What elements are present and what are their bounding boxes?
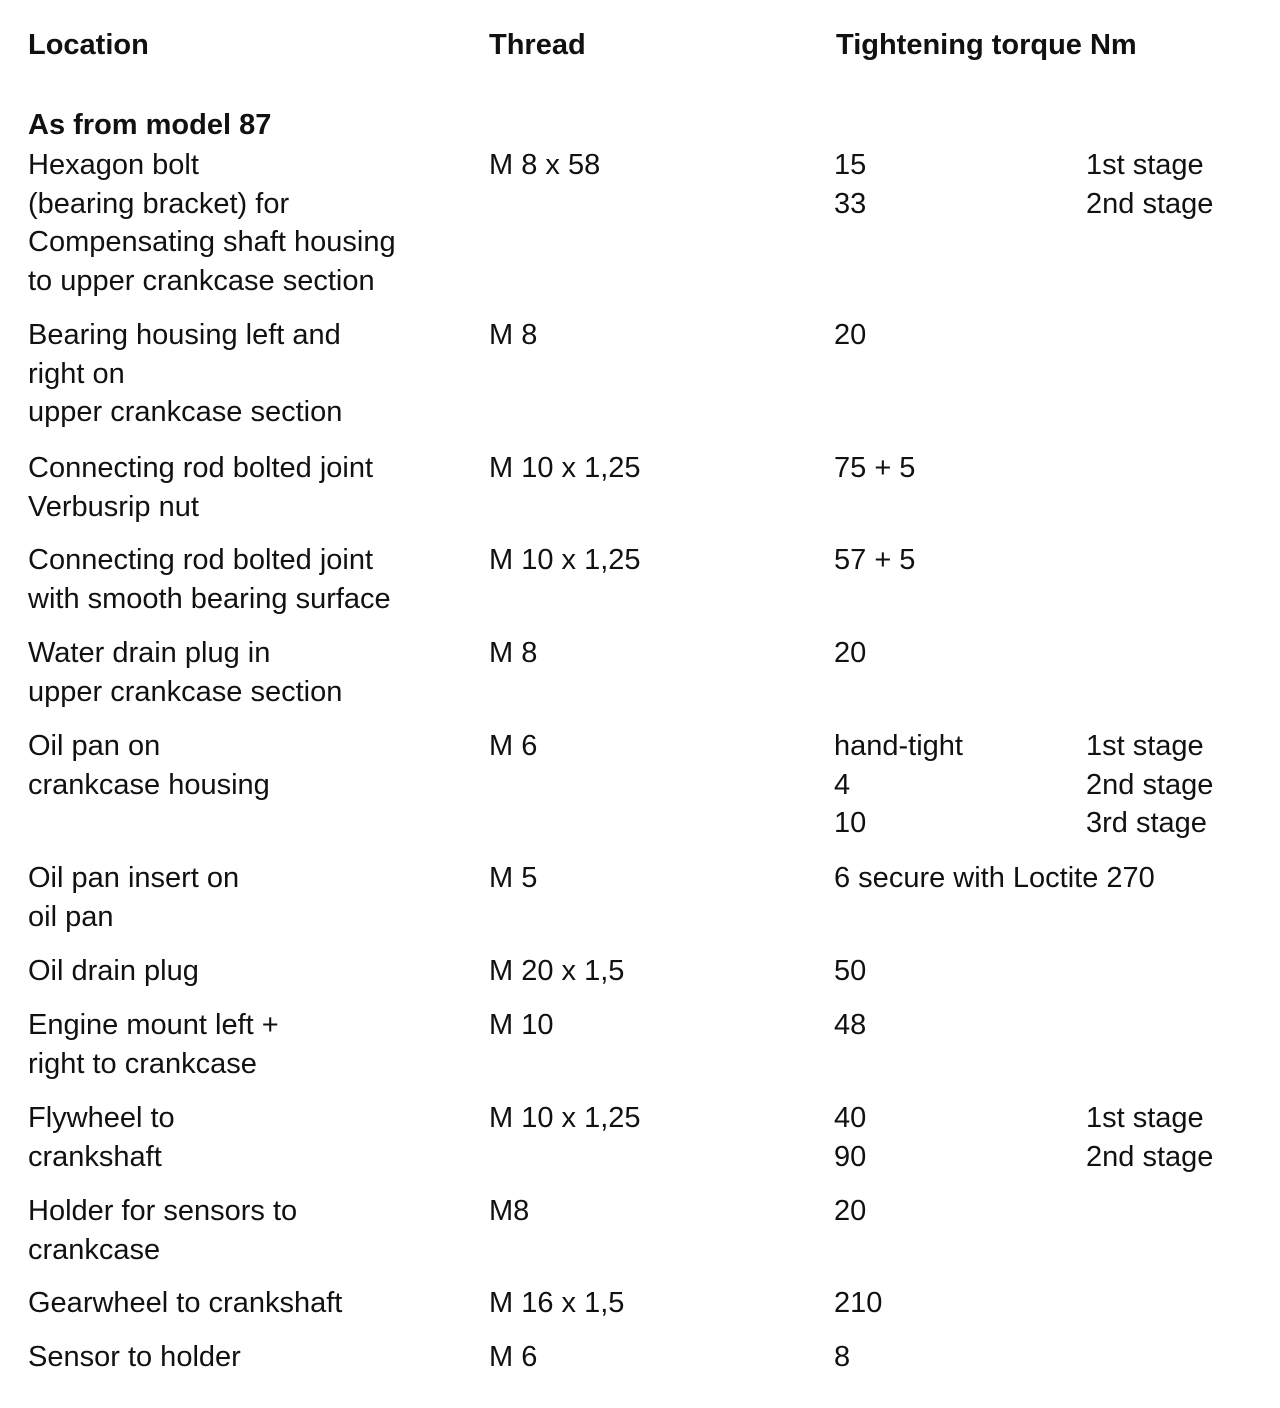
stage-cell-line: 2nd stage xyxy=(1086,768,1214,801)
torque-cell-line: 210 xyxy=(834,1287,883,1319)
location-cell-line: to upper crankcase section xyxy=(28,264,375,297)
torque-cell-line: 40 xyxy=(834,1102,867,1134)
torque-cell-line: 57 + 5 xyxy=(834,544,916,576)
torque-cell-line: 8 xyxy=(834,1341,851,1373)
header-torque: Tightening torque Nm xyxy=(836,29,1137,61)
location-cell xyxy=(28,1338,241,1377)
thread-cell xyxy=(489,952,624,991)
thread-cell xyxy=(489,1099,641,1138)
stage-cell-line: 1st stage xyxy=(1086,149,1204,181)
torque-cell-line: 15 xyxy=(834,149,867,181)
thread-cell-line: M 10 x 1,25 xyxy=(489,452,641,484)
torque-cell-line: 20 xyxy=(834,1195,867,1227)
location-cell-line: Oil drain plug xyxy=(28,955,199,987)
location-cell-line: Compensating shaft housing xyxy=(28,226,396,259)
torque-cell xyxy=(834,1006,866,1045)
location-cell xyxy=(28,859,239,936)
stage-cell-line: 2nd stage xyxy=(1086,187,1214,220)
location-cell xyxy=(28,1192,297,1269)
thread-cell xyxy=(489,634,537,673)
thread-cell-line: M 8 xyxy=(489,637,538,669)
location-cell-line: crankshaft xyxy=(28,1140,162,1173)
torque-cell xyxy=(834,1338,850,1377)
header-thread: Thread xyxy=(489,29,586,61)
thread-cell-line: M 16 x 1,5 xyxy=(489,1287,625,1319)
torque-cell-line: 20 xyxy=(834,319,867,351)
location-cell-line: right on xyxy=(28,357,125,390)
torque-cell xyxy=(834,1099,866,1176)
thread-cell-line: M 10 x 1,25 xyxy=(489,1102,641,1134)
header-location: Location xyxy=(28,29,149,61)
thread-cell xyxy=(489,727,537,766)
torque-cell xyxy=(834,727,963,843)
location-cell-line: (bearing bracket) for xyxy=(28,187,290,220)
stage-cell xyxy=(1086,146,1213,223)
torque-cell-line: 48 xyxy=(834,1009,867,1041)
torque-cell-line: 50 xyxy=(834,955,867,987)
torque-cell xyxy=(834,1192,866,1231)
thread-cell xyxy=(489,859,537,898)
torque-cell-line: 33 xyxy=(834,187,867,220)
thread-cell-line: M8 xyxy=(489,1195,530,1227)
location-cell xyxy=(28,316,342,432)
location-cell-line: oil pan xyxy=(28,900,114,933)
location-cell xyxy=(28,727,270,804)
thread-cell xyxy=(489,449,641,488)
torque-cell-line: 4 xyxy=(834,768,851,801)
torque-cell-line: 90 xyxy=(834,1140,867,1173)
torque-cell-line: hand-tight xyxy=(834,730,963,762)
thread-cell xyxy=(489,316,537,355)
torque-cell-line: 20 xyxy=(834,637,867,669)
torque-cell xyxy=(834,146,866,223)
thread-cell xyxy=(489,146,600,185)
location-cell xyxy=(28,952,199,991)
thread-cell xyxy=(489,1338,537,1377)
location-cell-line: Engine mount left + xyxy=(28,1009,279,1041)
thread-cell-line: M 20 x 1,5 xyxy=(489,955,625,987)
thread-cell xyxy=(489,1192,529,1231)
torque-cell-line: 10 xyxy=(834,807,867,840)
location-cell xyxy=(28,1006,279,1083)
location-cell-line: Connecting rod bolted joint xyxy=(28,544,374,576)
thread-cell-line: M 8 x 58 xyxy=(489,149,601,181)
location-cell-line: Holder for sensors to xyxy=(28,1195,298,1227)
torque-cell xyxy=(834,952,866,991)
location-cell-line: Sensor to holder xyxy=(28,1341,241,1373)
location-cell xyxy=(28,449,373,526)
location-cell-line: upper crankcase section xyxy=(28,675,343,708)
thread-cell-line: M 8 xyxy=(489,319,538,351)
stage-cell xyxy=(1086,727,1213,843)
torque-cell xyxy=(834,859,1155,898)
stage-cell-line: 3rd stage xyxy=(1086,807,1207,840)
location-cell-line: right to crankcase xyxy=(28,1047,257,1080)
location-cell xyxy=(28,634,342,711)
thread-cell-line: M 10 x 1,25 xyxy=(489,544,641,576)
thread-cell-line: M 6 xyxy=(489,1341,538,1373)
torque-cell xyxy=(834,541,915,580)
location-cell-line: upper crankcase section xyxy=(28,396,343,429)
location-cell-line: Bearing housing left and xyxy=(28,319,341,351)
location-cell xyxy=(28,1284,342,1323)
stage-cell-line: 1st stage xyxy=(1086,730,1204,762)
torque-cell xyxy=(834,634,866,673)
location-cell-line: Water drain plug in xyxy=(28,637,271,669)
thread-cell xyxy=(489,541,641,580)
location-cell xyxy=(28,541,391,618)
location-cell-line: crankcase housing xyxy=(28,768,270,801)
torque-cell xyxy=(834,1284,882,1323)
thread-cell xyxy=(489,1006,553,1045)
thread-cell-line: M 10 xyxy=(489,1009,554,1041)
location-cell-line: Hexagon bolt xyxy=(28,149,199,181)
torque-cell-line: 75 + 5 xyxy=(834,452,916,484)
torque-cell xyxy=(834,316,866,355)
location-cell-line: Oil pan on xyxy=(28,730,161,762)
torque-cell-line: 6 secure with Loctite 270 xyxy=(834,862,1155,894)
stage-cell xyxy=(1086,1099,1213,1176)
section-title: As from model 87 xyxy=(28,109,272,141)
location-cell xyxy=(28,1099,175,1176)
thread-cell-line: M 5 xyxy=(489,862,538,894)
torque-cell xyxy=(834,449,915,488)
location-cell-line: Gearwheel to crankshaft xyxy=(28,1287,343,1319)
location-cell xyxy=(28,146,396,300)
location-cell-line: crankcase xyxy=(28,1233,161,1266)
location-cell-line: Verbusrip nut xyxy=(28,490,199,523)
location-cell-line: with smooth bearing surface xyxy=(28,582,391,615)
location-cell-line: Flywheel to xyxy=(28,1102,175,1134)
thread-cell xyxy=(489,1284,624,1323)
stage-cell-line: 1st stage xyxy=(1086,1102,1204,1134)
location-cell-line: Oil pan insert on xyxy=(28,862,240,894)
location-cell-line: Connecting rod bolted joint xyxy=(28,452,374,484)
thread-cell-line: M 6 xyxy=(489,730,538,762)
stage-cell-line: 2nd stage xyxy=(1086,1140,1214,1173)
